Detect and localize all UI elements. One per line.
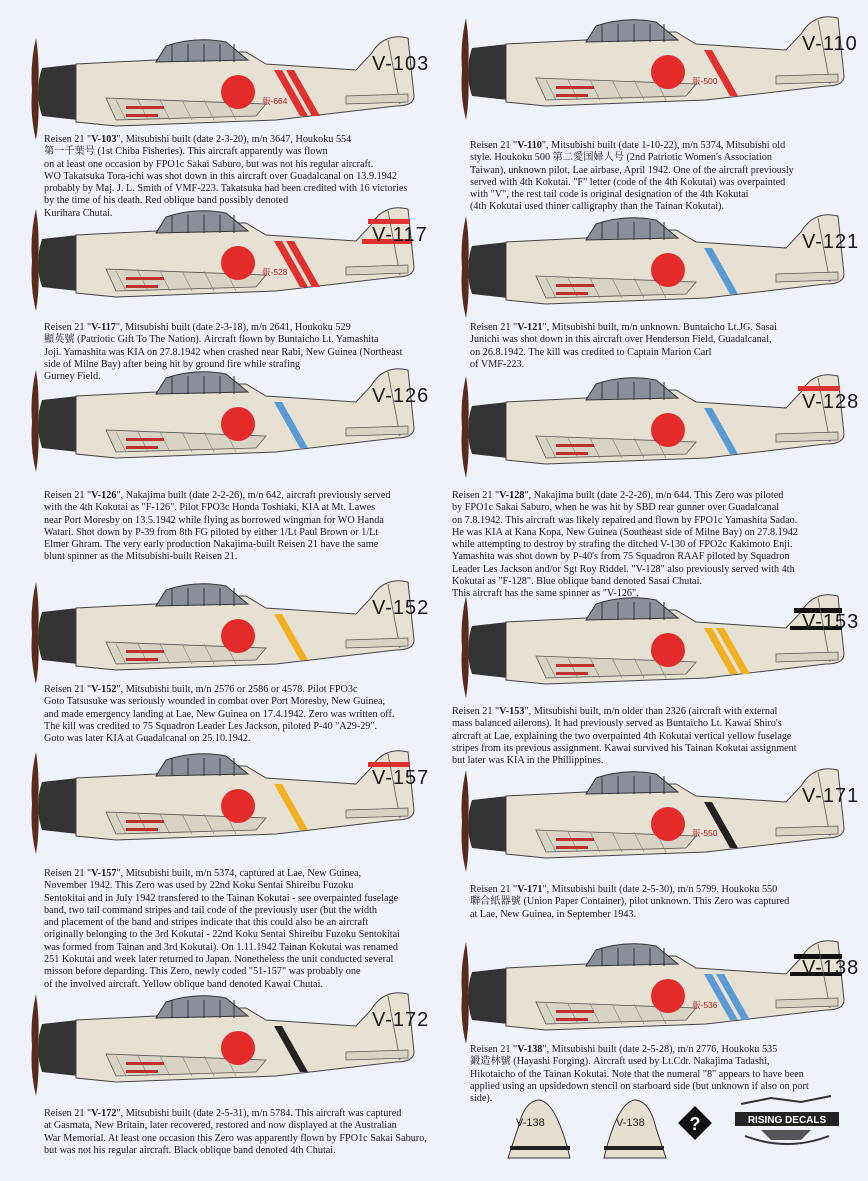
zero-fighter-profile-icon	[16, 205, 428, 313]
houkoku-inscription: 報-528	[262, 267, 288, 277]
zero-fighter-profile-icon	[16, 366, 430, 474]
caption-line: Reisen 21 "V-172", Mitsubishi built (date 2-5-31), m/n 5784. This aircraft was captured	[44, 1108, 402, 1119]
hinomaru-roundel-icon	[221, 75, 255, 109]
caption-line: by FPO1c Sakai Saburo, when he was hit by SBD rear gunner over Guadalcanal	[452, 502, 780, 514]
caption-line: Kokutai as "F-128". Blue oblique band denoted Sasai Chutai.	[452, 576, 702, 588]
caption-line: Leader Les Jackson and/or Sgt Roy Riddel. "V-128" also previously served with 4th	[452, 563, 795, 575]
caption-line: Reisen 21 "V-171", Mitsubishi built (date 2-5-30), m/n 5799, Houkoku 550	[470, 884, 778, 895]
zero-airframe	[462, 375, 860, 478]
zero-fighter-profile-icon	[16, 578, 430, 686]
caption-line: Sentokitai and in July 1942 transfered to the Tainan Kokutai - see overpainted fuselage	[44, 892, 399, 904]
cowling-icon	[38, 396, 78, 452]
propeller-icon	[462, 216, 469, 318]
caption-line: 聯合紙器號 (Union Paper Container), pilot unknown. This Zero was captured	[470, 896, 790, 908]
cowling-icon	[38, 1020, 78, 1076]
caption-line: near Port Moresby on 13.5.1942 while flying as borrowed wingman for WO Handa	[44, 514, 384, 526]
caption-line: while attempting to destroy by strafing the ditched V-130 of FPO2c Kakimoto Enji.	[452, 539, 793, 551]
plane-v110	[446, 14, 858, 127]
caption-line: Hikotaicho of the Tainan Kokutai. Note that the numeral "8" appears to have been	[470, 1068, 804, 1080]
hinomaru-roundel-icon	[221, 407, 255, 441]
tailplane-icon	[776, 998, 838, 1008]
caption-line: side of Milne Bay) after being hit by ground fire while strafing	[44, 358, 301, 370]
zero-airframe	[462, 17, 858, 120]
houkoku-inscription: 報-664	[262, 96, 288, 106]
tailplane-icon	[346, 265, 408, 275]
caption-line: on 7.8.1942. This aircraft was likely repaired and flown by FPO1c Yamashita Sadao.	[452, 514, 798, 526]
plane-v121	[446, 212, 860, 325]
rising-decals-logo	[731, 1092, 843, 1152]
cowling-icon	[38, 778, 78, 834]
hinomaru-roundel-icon	[651, 55, 685, 89]
caption-line: Joji. Yamashita was KIA on 27.8.1942 when crashed near Rabi, New Guinea (Northeast	[44, 346, 403, 358]
tail-code: V-172	[372, 1009, 430, 1031]
caption-v126	[44, 490, 444, 564]
tailplane-icon	[776, 74, 838, 84]
caption-line: at Gasmata, New Britain, later recovered, restored and now displayed at the Australian	[44, 1120, 397, 1132]
tail-code: V-138	[802, 957, 860, 979]
caption-line: but later was KIA in the Phillippines.	[452, 755, 604, 767]
zero-fighter-profile-icon	[446, 14, 858, 122]
tail-code: V-121	[802, 231, 860, 253]
caption-line: Reisen 21 "V-157", Mitsubishi built, m/n 5374, captured at Lae, New Guinea,	[44, 868, 362, 879]
caption-line: 第一千葉号 (1st Chiba Fisheries). This aircraft apparently was flown	[44, 146, 328, 158]
propeller-icon	[462, 942, 469, 1044]
plane-v117	[16, 205, 428, 318]
question-mark-text: ?	[689, 1114, 701, 1134]
caption-line: with the 4th Kokutai as "F-126". Pilot FPO3c Honda Toshiaki, KIA at Mt. Lawes	[44, 502, 376, 514]
zero-airframe	[462, 215, 860, 318]
propeller-icon	[32, 994, 39, 1096]
zero-airframe	[462, 941, 860, 1044]
plane-v103	[16, 34, 430, 147]
propeller-icon	[462, 770, 469, 872]
tail-code: V-157	[372, 767, 430, 789]
caption-line: Reisen 21 "V-117", Mitsubishi built (date 2-3-18), m/n 2641, Houkoku 529	[44, 322, 351, 333]
plane-v128	[446, 372, 860, 485]
caption-line: at Lae, New Guinea, in September 1943.	[470, 908, 637, 920]
propeller-icon	[462, 18, 469, 120]
caption-line: Taiwan), unknown pilot, Lae airbase, April 1942. One of the aircraft previously	[470, 164, 794, 176]
caption-line: Elmer Ghram. The very early production Nakajima-built Reisen 21 have the same	[44, 539, 379, 551]
zero-fighter-profile-icon	[446, 372, 860, 480]
tail-code: V-128	[802, 391, 860, 413]
caption-line: and placement of the band and stripes indicate that this could also be an aircraft	[44, 917, 369, 929]
caption-line: Reisen 21 "V-152", Mitsubishi built, m/n 2576 or 2586 or 4578. Pilot FPO3c	[44, 684, 358, 695]
propeller-icon	[462, 596, 469, 698]
brand-text: RISING DECALS	[747, 1115, 827, 1126]
caption-line: band, two tail command stripes and tail code of the previously user (but the width	[44, 904, 377, 916]
plane-v153	[446, 592, 860, 705]
caption-line: style. Houkoku 500 第二愛国婦人号 (2nd Patriotic Women's Association	[470, 152, 772, 164]
caption-line: Reisen 21 "V-126", Nakajima built (date 2-2-26), m/n 642, aircraft previously served	[44, 490, 391, 501]
houkoku-inscription: 報-500	[692, 76, 718, 86]
tail-fin-icon	[504, 1098, 574, 1160]
hinomaru-roundel-icon	[221, 1031, 255, 1065]
caption-line: applied using an upsidedown stencil on starboard side (but unknown if also on port	[470, 1080, 809, 1092]
caption-line: War Memorial. At least one occasion this Zero was apparently flown by FPO1c Sakai Saburo,	[44, 1132, 427, 1144]
tailplane-icon	[346, 1050, 408, 1060]
caption-line: mass balanced ailerons). It had previously served as Buntaicho Lt. Kawai Shiro's	[452, 718, 782, 730]
tail-detail-thumbnail	[504, 1098, 574, 1165]
caption-line: with "V", the rest tail code is original designation of the 4th Kokutai	[470, 189, 749, 201]
caption-v121	[470, 322, 855, 371]
caption-line: Goto was later KIA at Guadalcanal on 25.10.1942.	[44, 733, 251, 745]
hinomaru-roundel-icon	[651, 807, 685, 841]
plane-v171	[446, 766, 860, 879]
zero-airframe	[32, 581, 430, 684]
caption-line: served with 4th Kokutai. "F" letter (code of the 4th Kokutai) was overpainted	[470, 176, 786, 188]
zero-fighter-profile-icon	[16, 748, 430, 856]
tailplane-icon	[776, 432, 838, 442]
hinomaru-roundel-icon	[651, 253, 685, 287]
plane-v157	[16, 748, 430, 861]
thumb-code-right: V-138	[616, 1117, 645, 1129]
caption-line: of VMF-223.	[470, 358, 525, 370]
zero-fighter-profile-icon	[16, 34, 430, 142]
propeller-icon	[32, 370, 39, 472]
caption-line: on at least one occasion by FPO1c Sakai Saburo, but was not his regular aircraft.	[44, 158, 374, 170]
hinomaru-roundel-icon	[651, 633, 685, 667]
caption-line: Goto Tatsusuke was seriously wounded in combat over Port Moresby, New Guinea,	[44, 696, 386, 708]
caption-v153	[452, 706, 862, 767]
tail-code: V-103	[372, 53, 430, 75]
caption-line: Yamashita was shot down by P-40's from 75 Squadron RAAF piloted by Squadron	[452, 551, 790, 563]
question-mark-icon	[675, 1103, 715, 1143]
caption-line: The kill was credited to 75 Squadron Leader Les Jackson, piloted P-40 "A29-29".	[44, 720, 378, 732]
propeller-icon	[32, 209, 39, 311]
zero-airframe	[462, 595, 860, 698]
caption-line: Reisen 21 "V-121", Mitsubishi built, m/n unknown. Buntaicho Lt.JG. Sasai	[470, 322, 777, 333]
caption-line: Reisen 21 "V-153", Mitsubishi built, m/n older than 2326 (aircraft with external	[452, 706, 778, 717]
tailplane-icon	[346, 426, 408, 436]
hinomaru-roundel-icon	[221, 789, 255, 823]
tail-code: V-110	[802, 33, 858, 55]
caption-line: 251 Kokutai and week later returned to Japan. Nonetheless the unit conducted several	[44, 954, 394, 966]
caption-line: but was not his regular aircraft. Black oblique band denoted 4th Chutai.	[44, 1144, 336, 1156]
cowling-icon	[38, 608, 78, 664]
zero-airframe	[462, 769, 860, 872]
caption-v110	[470, 140, 855, 214]
cowling-icon	[468, 968, 508, 1024]
zero-airframe	[32, 993, 430, 1096]
hinomaru-roundel-icon	[221, 619, 255, 653]
caption-line: WO Takatsuka Tora-ichi was shot down in this aircraft over Guadalcanal on 13.9.1942	[44, 170, 397, 182]
zero-airframe	[32, 37, 430, 140]
tailplane-icon	[346, 638, 408, 648]
cowling-icon	[468, 622, 508, 678]
caption-line: on 26.8.1942. The kill was credited to Captain Marion Carl	[470, 346, 712, 358]
caption-line: blunt spinner as the Mitsubishi-built Reisen 21.	[44, 551, 238, 563]
caption-line: probably by Maj. J. L. Smith of VMF-223. Takatsuka had been credited with 16 victories	[44, 183, 408, 195]
propeller-icon	[32, 582, 39, 684]
caption-line: aircraft at Lae, explaining the two overpainted 4th Kokutai vertical yellow fuselage	[452, 730, 792, 742]
houkoku-inscription: 報-550	[692, 828, 718, 838]
caption-line: He was KIA at Kana Kopa, New Guinea (Southeast side of Milne Bay) on 27.8.1942	[452, 526, 799, 538]
caption-line: Reisen 21 "V-138", Mitsubishi built (date 2-5-28), m/n 2776, Houkoku 535	[470, 1044, 778, 1055]
caption-line: Reisen 21 "V-110", Mitsubishi built (date 1-10-22), m/n 5374, Mitsubishi old	[470, 140, 786, 151]
caption-line: Watari. Shot down by P-39 from 8th FG piloted by either 1/Lt Paul Brown or 1/Lt	[44, 526, 379, 538]
zero-airframe	[32, 208, 428, 311]
caption-line: misson before deparding. This Zero, newly coded "51-157" was probably one	[44, 966, 361, 978]
zero-airframe	[32, 751, 430, 854]
caption-line: originally belonging to the 3rd Kokutai - 22nd Koku Sentai Shireibu Fuzoku Sentokitai	[44, 929, 400, 941]
cowling-icon	[468, 44, 508, 100]
zero-fighter-profile-icon	[446, 766, 860, 874]
cowling-icon	[38, 64, 78, 120]
cowling-icon	[468, 796, 508, 852]
caption-v171	[470, 884, 855, 921]
tailplane-icon	[776, 652, 838, 662]
caption-line: Reisen 21 "V-103", Mitsubishi built (date 2-3-20), m/n 3647, Houkoku 554	[44, 134, 352, 145]
caption-line: of the involved aircraft. Yellow oblique band denoted Kawai Chutai.	[44, 978, 323, 990]
houkoku-inscription: 報-536	[692, 1000, 718, 1010]
tail-code: V-117	[372, 224, 428, 246]
tail-code: V-171	[802, 785, 860, 807]
zero-airframe	[32, 369, 430, 472]
thumb-code-left: V-138	[516, 1117, 545, 1129]
caption-line: Gurney Field.	[44, 371, 101, 383]
plane-v172	[16, 990, 430, 1103]
caption-v128	[452, 490, 862, 601]
cowling-icon	[38, 235, 78, 291]
caption-line: November 1942. This Zero was used by 22nd Koku Sentai Shireibu Fuzoku	[44, 880, 354, 892]
zero-fighter-profile-icon	[16, 990, 430, 1098]
tailplane-icon	[776, 272, 838, 282]
propeller-icon	[32, 38, 39, 140]
zero-fighter-profile-icon	[446, 938, 860, 1046]
caption-line: (4th Kokutai used thiner calligraphy than the Tainan Kokutai).	[470, 201, 724, 213]
propeller-icon	[462, 376, 469, 478]
cowling-icon	[468, 402, 508, 458]
tailplane-icon	[346, 808, 408, 818]
tail-code: V-152	[372, 597, 430, 619]
caption-line: Kurihara Chutai.	[44, 207, 113, 219]
hinomaru-roundel-icon	[651, 979, 685, 1013]
caption-line: 鍛造林號 (Hayashi Forging). Aircraft used by Lt.Cdr. Nakajima Tadashi,	[470, 1056, 770, 1068]
tail-fin-icon	[600, 1098, 670, 1160]
cowling-icon	[468, 242, 508, 298]
tailplane-icon	[776, 826, 838, 836]
plane-v152	[16, 578, 430, 691]
plane-v138	[446, 938, 860, 1051]
tail-code: V-126	[372, 385, 430, 407]
caption-line: by the time of his death. Red oblique band possibly denoted	[44, 195, 289, 207]
caption-line: This aircraft has the same spinner as "V-126".	[452, 588, 639, 600]
zero-fighter-profile-icon	[446, 212, 860, 320]
hinomaru-roundel-icon	[221, 246, 255, 280]
caption-line: stripes from its previous assignment. Kawai survived his Tainan Kokutai assignment	[452, 742, 797, 754]
caption-line: 顯英號 (Patriotic Gift To The Nation). Aircraft flown by Buntaicho Lt. Yamashita	[44, 334, 379, 346]
caption-line: Reisen 21 "V-128", Nakajima built (date 2-2-26), m/n 644. This Zero was piloted	[452, 490, 784, 501]
propeller-icon	[32, 752, 39, 854]
caption-line: and made emergency landing at Lae, New Guinea on 17.4.1942. Zero was written off.	[44, 708, 395, 720]
plane-v126	[16, 366, 430, 479]
caption-v172	[44, 1108, 444, 1157]
caption-line: Junichi was shot down in this aircraft over Henderson Field, Guadalcanal,	[470, 334, 772, 346]
caption-line: was formed from Tainan and 3rd Kokutai). On 1.11.1942 Tainan Kokutai was renamed	[44, 941, 399, 953]
hinomaru-roundel-icon	[651, 413, 685, 447]
caption-v157	[44, 868, 444, 991]
tailplane-icon	[346, 94, 408, 104]
tail-code: V-153	[802, 611, 860, 633]
caption-line: side).	[470, 1093, 493, 1105]
zero-fighter-profile-icon	[446, 592, 860, 700]
tail-detail-thumbnail	[600, 1098, 670, 1165]
caption-v152	[44, 684, 434, 745]
